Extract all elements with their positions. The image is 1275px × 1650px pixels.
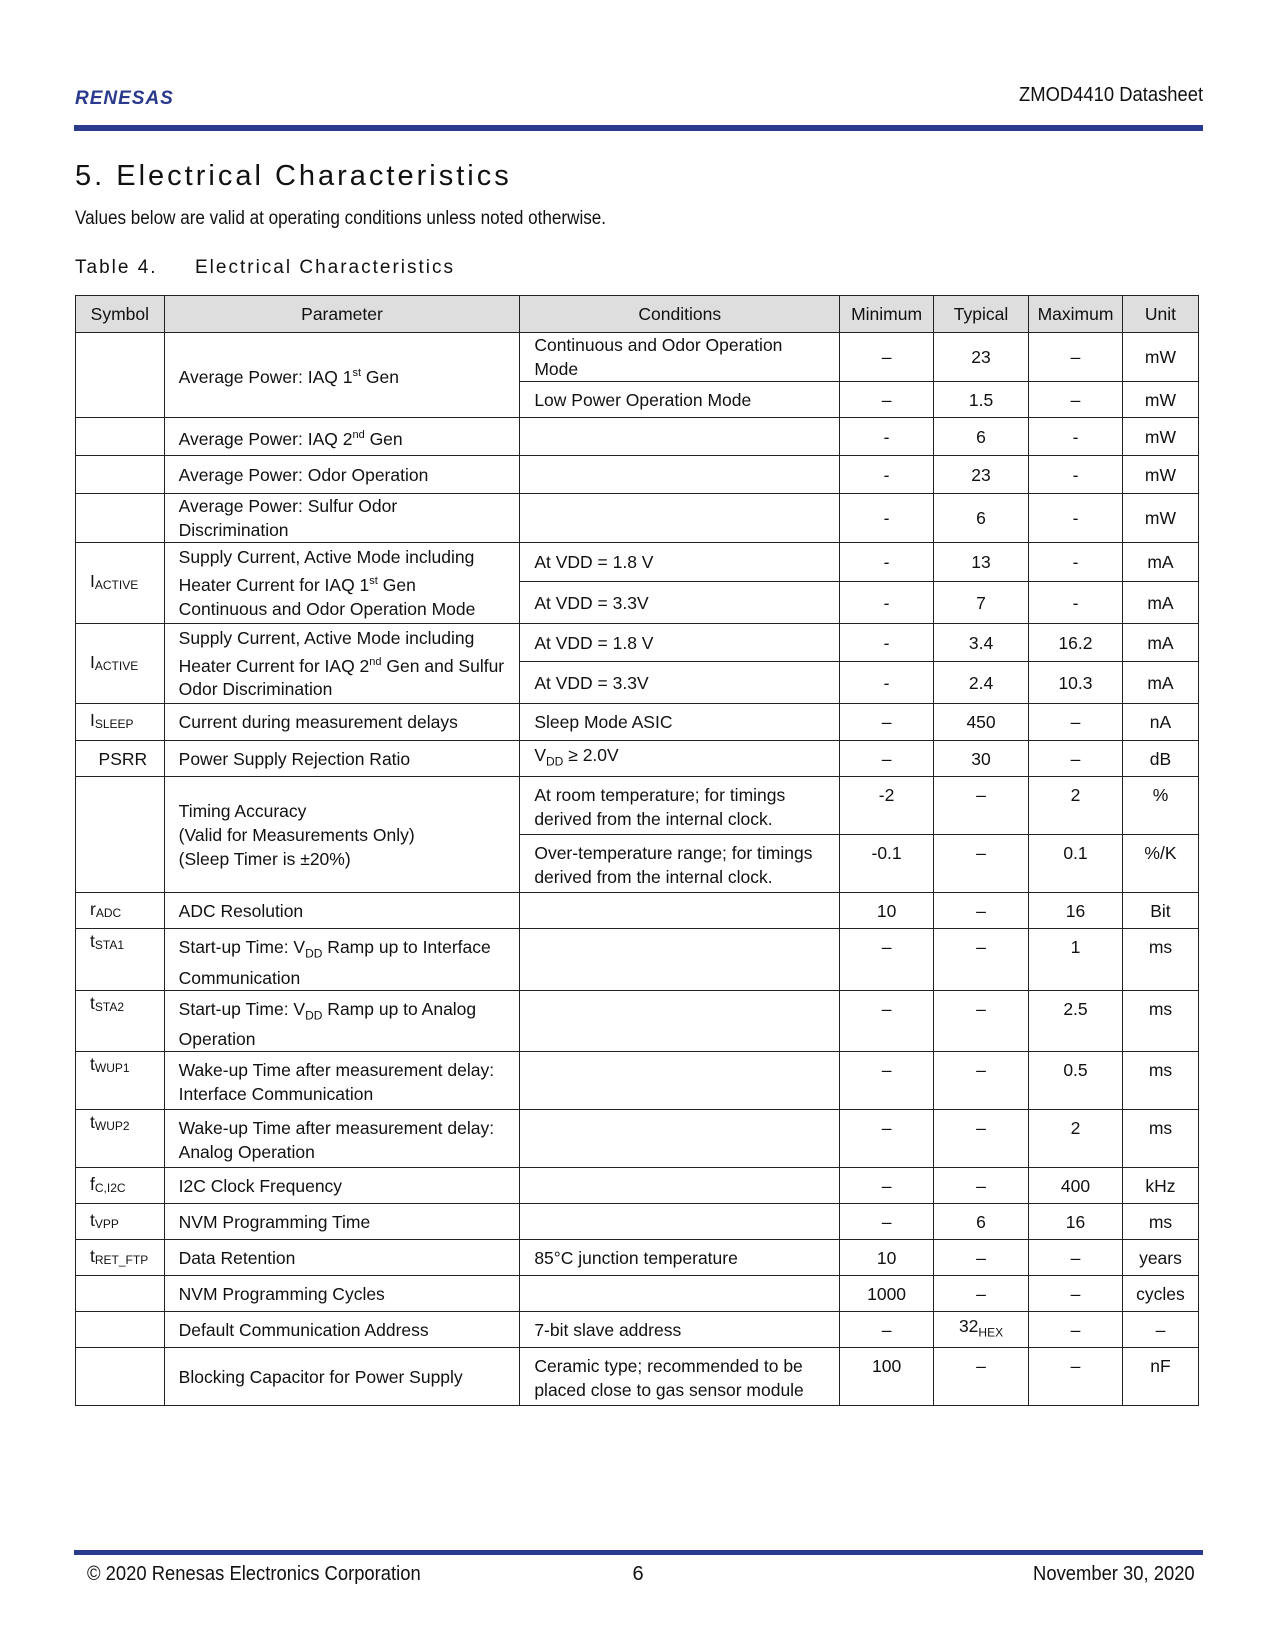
table-header-row bbox=[76, 296, 1199, 333]
table-row bbox=[76, 1168, 1199, 1204]
cell-conditions: At VDD = 1.8 V bbox=[520, 624, 840, 662]
cell-symbol bbox=[76, 456, 165, 494]
document-title: ZMOD4410 Datasheet bbox=[1018, 84, 1203, 106]
section-title: 5. Electrical Characteristics bbox=[75, 160, 512, 192]
cell-typical: – bbox=[934, 990, 1029, 1052]
cell-conditions bbox=[520, 1168, 840, 1204]
cell-minimum: – bbox=[840, 704, 934, 741]
cell-typical: $32_{HEX}$ bbox=[934, 1312, 1029, 1348]
cell-unit: mW bbox=[1122, 418, 1198, 456]
cell-conditions: $V_{DD} \ge 2.0V$ bbox=[520, 741, 840, 777]
cell-maximum: – bbox=[1029, 741, 1123, 777]
cell-conditions: Sleep Mode ASIC bbox=[520, 704, 840, 741]
table-row bbox=[76, 333, 1199, 382]
cell-typical: 2.4 bbox=[934, 662, 1029, 704]
cell-typical: – bbox=[934, 1110, 1029, 1168]
cell-unit: cycles bbox=[1122, 1276, 1198, 1312]
cell-minimum: - bbox=[840, 582, 934, 624]
cell-maximum: – bbox=[1029, 382, 1123, 418]
cell-minimum: – bbox=[840, 1052, 934, 1110]
cell-typical: 6 bbox=[934, 1204, 1029, 1240]
cell-unit: mA bbox=[1122, 662, 1198, 704]
table-row bbox=[76, 543, 1199, 582]
cell-conditions: At room temperature; for timings derived from the internal clock. bbox=[520, 777, 840, 835]
cell-symbol bbox=[76, 333, 165, 418]
cell-minimum: – bbox=[840, 929, 934, 991]
cell-symbol: $I_{ACTIVE}$ bbox=[76, 543, 165, 624]
cell-conditions: 85°C junction temperature bbox=[520, 1240, 840, 1276]
cell-minimum: – bbox=[840, 1168, 934, 1204]
cell-maximum: 2 bbox=[1029, 1110, 1123, 1168]
table-row bbox=[76, 741, 1199, 777]
cell-symbol: $r_{ADC}$ bbox=[76, 893, 165, 929]
cell-symbol bbox=[76, 1348, 165, 1406]
cell-typical: 6 bbox=[934, 418, 1029, 456]
cell-parameter: Average Power: IAQ 2nd Gen bbox=[164, 418, 520, 456]
cell-symbol: $I_{SLEEP}$ bbox=[76, 704, 165, 741]
cell-maximum: 400 bbox=[1029, 1168, 1123, 1204]
cell-minimum: 10 bbox=[840, 893, 934, 929]
cell-conditions bbox=[520, 1276, 840, 1312]
cell-typical: 23 bbox=[934, 456, 1029, 494]
cell-symbol: $f_{C,I2C}$ bbox=[76, 1168, 165, 1204]
cell-typical: – bbox=[934, 1348, 1029, 1406]
cell-minimum: – bbox=[840, 1110, 934, 1168]
cell-minimum: - bbox=[840, 624, 934, 662]
cell-maximum: – bbox=[1029, 1240, 1123, 1276]
cell-symbol bbox=[76, 494, 165, 543]
cell-parameter: Supply Current, Active Mode including Heater Current for IAQ 2nd Gen and Sulfur Odor Discrimination bbox=[164, 624, 520, 704]
cell-unit: Bit bbox=[1122, 893, 1198, 929]
footer-date: November 30, 2020 bbox=[1033, 1563, 1195, 1585]
header-parameter: Parameter bbox=[164, 296, 520, 333]
cell-unit: kHz bbox=[1122, 1168, 1198, 1204]
cell-parameter: Data Retention bbox=[164, 1240, 520, 1276]
cell-minimum: 1000 bbox=[840, 1276, 934, 1312]
header-conditions: Conditions bbox=[520, 296, 840, 333]
cell-parameter: Average Power: Sulfur Odor Discrimination bbox=[164, 494, 520, 543]
electrical-characteristics-table bbox=[75, 295, 1199, 1406]
header-symbol: Symbol bbox=[76, 296, 165, 333]
cell-minimum: – bbox=[840, 382, 934, 418]
cell-unit: ms bbox=[1122, 1110, 1198, 1168]
cell-parameter: Wake-up Time after measurement delay: Analog Operation bbox=[164, 1110, 520, 1168]
table-caption bbox=[75, 257, 455, 279]
cell-maximum: - bbox=[1029, 582, 1123, 624]
cell-unit: mW bbox=[1122, 382, 1198, 418]
cell-parameter: I2C Clock Frequency bbox=[164, 1168, 520, 1204]
cell-unit: mA bbox=[1122, 543, 1198, 582]
cell-unit: nA bbox=[1122, 704, 1198, 741]
cell-unit: mW bbox=[1122, 333, 1198, 382]
cell-minimum: – bbox=[840, 333, 934, 382]
table-row bbox=[76, 704, 1199, 741]
cell-unit: % bbox=[1122, 777, 1198, 835]
header-typical: Typical bbox=[934, 296, 1029, 333]
cell-parameter: Supply Current, Active Mode including Heater Current for IAQ 1st Gen Continuous and Odor Operation Mode bbox=[164, 543, 520, 624]
cell-unit: mW bbox=[1122, 456, 1198, 494]
table-row bbox=[76, 990, 1199, 1052]
cell-maximum: – bbox=[1029, 1276, 1123, 1312]
cell-conditions: At VDD = 3.3V bbox=[520, 582, 840, 624]
cell-parameter: Start-up Time: $V_{DD}$ Ramp up to Analog Operation bbox=[164, 990, 520, 1052]
cell-unit: – bbox=[1122, 1312, 1198, 1348]
cell-conditions: At VDD = 1.8 V bbox=[520, 543, 840, 582]
cell-typical: – bbox=[934, 1168, 1029, 1204]
table-row bbox=[76, 1276, 1199, 1312]
renesas-logo-text: RENESAS bbox=[75, 88, 174, 108]
table-row bbox=[76, 494, 1199, 543]
cell-conditions bbox=[520, 929, 840, 991]
table-caption-title: Electrical Characteristics bbox=[195, 257, 455, 278]
cell-typical: – bbox=[934, 929, 1029, 991]
cell-unit: mA bbox=[1122, 624, 1198, 662]
cell-unit: ms bbox=[1122, 990, 1198, 1052]
cell-minimum: - bbox=[840, 662, 934, 704]
table-row bbox=[76, 456, 1199, 494]
cell-conditions: Ceramic type; recommended to be placed close to gas sensor module bbox=[520, 1348, 840, 1406]
header-maximum: Maximum bbox=[1029, 296, 1123, 333]
cell-unit: ms bbox=[1122, 1052, 1198, 1110]
cell-unit: %/K bbox=[1122, 835, 1198, 893]
table-row bbox=[76, 893, 1199, 929]
cell-symbol: $t_{RET\_FTP}$ bbox=[76, 1240, 165, 1276]
cell-typical: 23 bbox=[934, 333, 1029, 382]
cell-minimum: – bbox=[840, 741, 934, 777]
cell-typical: 13 bbox=[934, 543, 1029, 582]
cell-minimum: – bbox=[840, 990, 934, 1052]
cell-typical: – bbox=[934, 1276, 1029, 1312]
cell-maximum: - bbox=[1029, 543, 1123, 582]
cell-minimum: 10 bbox=[840, 1240, 934, 1276]
cell-symbol: $t_{WUP1}$ bbox=[76, 1052, 165, 1110]
table-row bbox=[76, 1110, 1199, 1168]
cell-parameter: Current during measurement delays bbox=[164, 704, 520, 741]
cell-minimum: - bbox=[840, 494, 934, 543]
cell-minimum: – bbox=[840, 1204, 934, 1240]
footer-divider bbox=[74, 1550, 1203, 1555]
table-row bbox=[76, 1240, 1199, 1276]
intro-text: Values below are valid at operating conditions unless noted otherwise. bbox=[75, 208, 607, 229]
cell-parameter: NVM Programming Cycles bbox=[164, 1276, 520, 1312]
cell-minimum: -2 bbox=[840, 777, 934, 835]
cell-symbol bbox=[76, 1276, 165, 1312]
table-row bbox=[76, 418, 1199, 456]
cell-maximum: 10.3 bbox=[1029, 662, 1123, 704]
cell-maximum: – bbox=[1029, 1348, 1123, 1406]
table-row bbox=[76, 1348, 1199, 1406]
cell-typical: – bbox=[934, 1052, 1029, 1110]
cell-minimum: – bbox=[840, 1312, 934, 1348]
table-row bbox=[76, 777, 1199, 835]
cell-conditions bbox=[520, 893, 840, 929]
cell-conditions bbox=[520, 1110, 840, 1168]
cell-symbol bbox=[76, 777, 165, 893]
cell-unit: years bbox=[1122, 1240, 1198, 1276]
cell-typical: 7 bbox=[934, 582, 1029, 624]
cell-parameter: Default Communication Address bbox=[164, 1312, 520, 1348]
cell-parameter: Wake-up Time after measurement delay: Interface Communication bbox=[164, 1052, 520, 1110]
cell-conditions: Low Power Operation Mode bbox=[520, 382, 840, 418]
cell-minimum: - bbox=[840, 418, 934, 456]
cell-conditions bbox=[520, 418, 840, 456]
footer-copyright: © 2020 Renesas Electronics Corporation bbox=[87, 1563, 421, 1585]
cell-maximum: 16.2 bbox=[1029, 624, 1123, 662]
cell-maximum: – bbox=[1029, 704, 1123, 741]
cell-minimum: 100 bbox=[840, 1348, 934, 1406]
cell-maximum: 2 bbox=[1029, 777, 1123, 835]
cell-unit: ms bbox=[1122, 929, 1198, 991]
cell-maximum: – bbox=[1029, 1312, 1123, 1348]
cell-symbol: $t_{WUP2}$ bbox=[76, 1110, 165, 1168]
cell-conditions: Over-temperature range; for timings derived from the internal clock. bbox=[520, 835, 840, 893]
cell-conditions: 7-bit slave address bbox=[520, 1312, 840, 1348]
cell-conditions: Continuous and Odor Operation Mode bbox=[520, 333, 840, 382]
cell-maximum: 0.1 bbox=[1029, 835, 1123, 893]
cell-conditions: At VDD = 3.3V bbox=[520, 662, 840, 704]
cell-typical: – bbox=[934, 1240, 1029, 1276]
cell-symbol bbox=[76, 1312, 165, 1348]
renesas-logo bbox=[75, 86, 200, 108]
header-minimum: Minimum bbox=[840, 296, 934, 333]
table-row bbox=[76, 929, 1199, 991]
cell-typical: 6 bbox=[934, 494, 1029, 543]
cell-parameter: Average Power: IAQ 1st Gen bbox=[164, 333, 520, 418]
cell-symbol: $t_{VPP}$ bbox=[76, 1204, 165, 1240]
cell-unit: dB bbox=[1122, 741, 1198, 777]
cell-conditions bbox=[520, 1204, 840, 1240]
cell-maximum: 0.5 bbox=[1029, 1052, 1123, 1110]
cell-parameter: Start-up Time: $V_{DD}$ Ramp up to Interface Communication bbox=[164, 929, 520, 991]
cell-maximum: - bbox=[1029, 456, 1123, 494]
cell-maximum: – bbox=[1029, 333, 1123, 382]
cell-symbol: $t_{STA2}$ bbox=[76, 990, 165, 1052]
cell-parameter: Average Power: Odor Operation bbox=[164, 456, 520, 494]
table-caption-label: Table 4. bbox=[75, 257, 158, 278]
cell-parameter: Power Supply Rejection Ratio bbox=[164, 741, 520, 777]
cell-parameter: Timing Accuracy (Valid for Measurements Only) (Sleep Timer is ±20%) bbox=[164, 777, 520, 893]
cell-maximum: - bbox=[1029, 418, 1123, 456]
cell-conditions bbox=[520, 456, 840, 494]
cell-symbol bbox=[76, 418, 165, 456]
cell-conditions bbox=[520, 1052, 840, 1110]
cell-typical: 30 bbox=[934, 741, 1029, 777]
table-row bbox=[76, 1052, 1199, 1110]
cell-typical: 450 bbox=[934, 704, 1029, 741]
cell-symbol: $t_{STA1}$ bbox=[76, 929, 165, 991]
header-divider bbox=[74, 125, 1203, 131]
cell-typical: 3.4 bbox=[934, 624, 1029, 662]
cell-conditions bbox=[520, 990, 840, 1052]
cell-unit: nF bbox=[1122, 1348, 1198, 1406]
cell-parameter: ADC Resolution bbox=[164, 893, 520, 929]
cell-parameter: Blocking Capacitor for Power Supply bbox=[164, 1348, 520, 1406]
cell-maximum: 1 bbox=[1029, 929, 1123, 991]
cell-minimum: - bbox=[840, 456, 934, 494]
header-unit: Unit bbox=[1122, 296, 1198, 333]
cell-maximum: - bbox=[1029, 494, 1123, 543]
cell-maximum: 16 bbox=[1029, 893, 1123, 929]
cell-symbol: $I_{ACTIVE}$ bbox=[76, 624, 165, 704]
cell-unit: ms bbox=[1122, 1204, 1198, 1240]
table-row bbox=[76, 1312, 1199, 1348]
table-row bbox=[76, 624, 1199, 662]
cell-maximum: 16 bbox=[1029, 1204, 1123, 1240]
cell-minimum: - bbox=[840, 543, 934, 582]
cell-typical: 1.5 bbox=[934, 382, 1029, 418]
cell-typical: – bbox=[934, 835, 1029, 893]
cell-typical: – bbox=[934, 893, 1029, 929]
table-row bbox=[76, 1204, 1199, 1240]
footer-page-number: 6 bbox=[632, 1563, 644, 1585]
cell-maximum: 2.5 bbox=[1029, 990, 1123, 1052]
cell-unit: mW bbox=[1122, 494, 1198, 543]
cell-unit: mA bbox=[1122, 582, 1198, 624]
cell-symbol: PSRR bbox=[76, 741, 165, 777]
cell-conditions bbox=[520, 494, 840, 543]
cell-minimum: -0.1 bbox=[840, 835, 934, 893]
cell-parameter: NVM Programming Time bbox=[164, 1204, 520, 1240]
cell-typical: – bbox=[934, 777, 1029, 835]
